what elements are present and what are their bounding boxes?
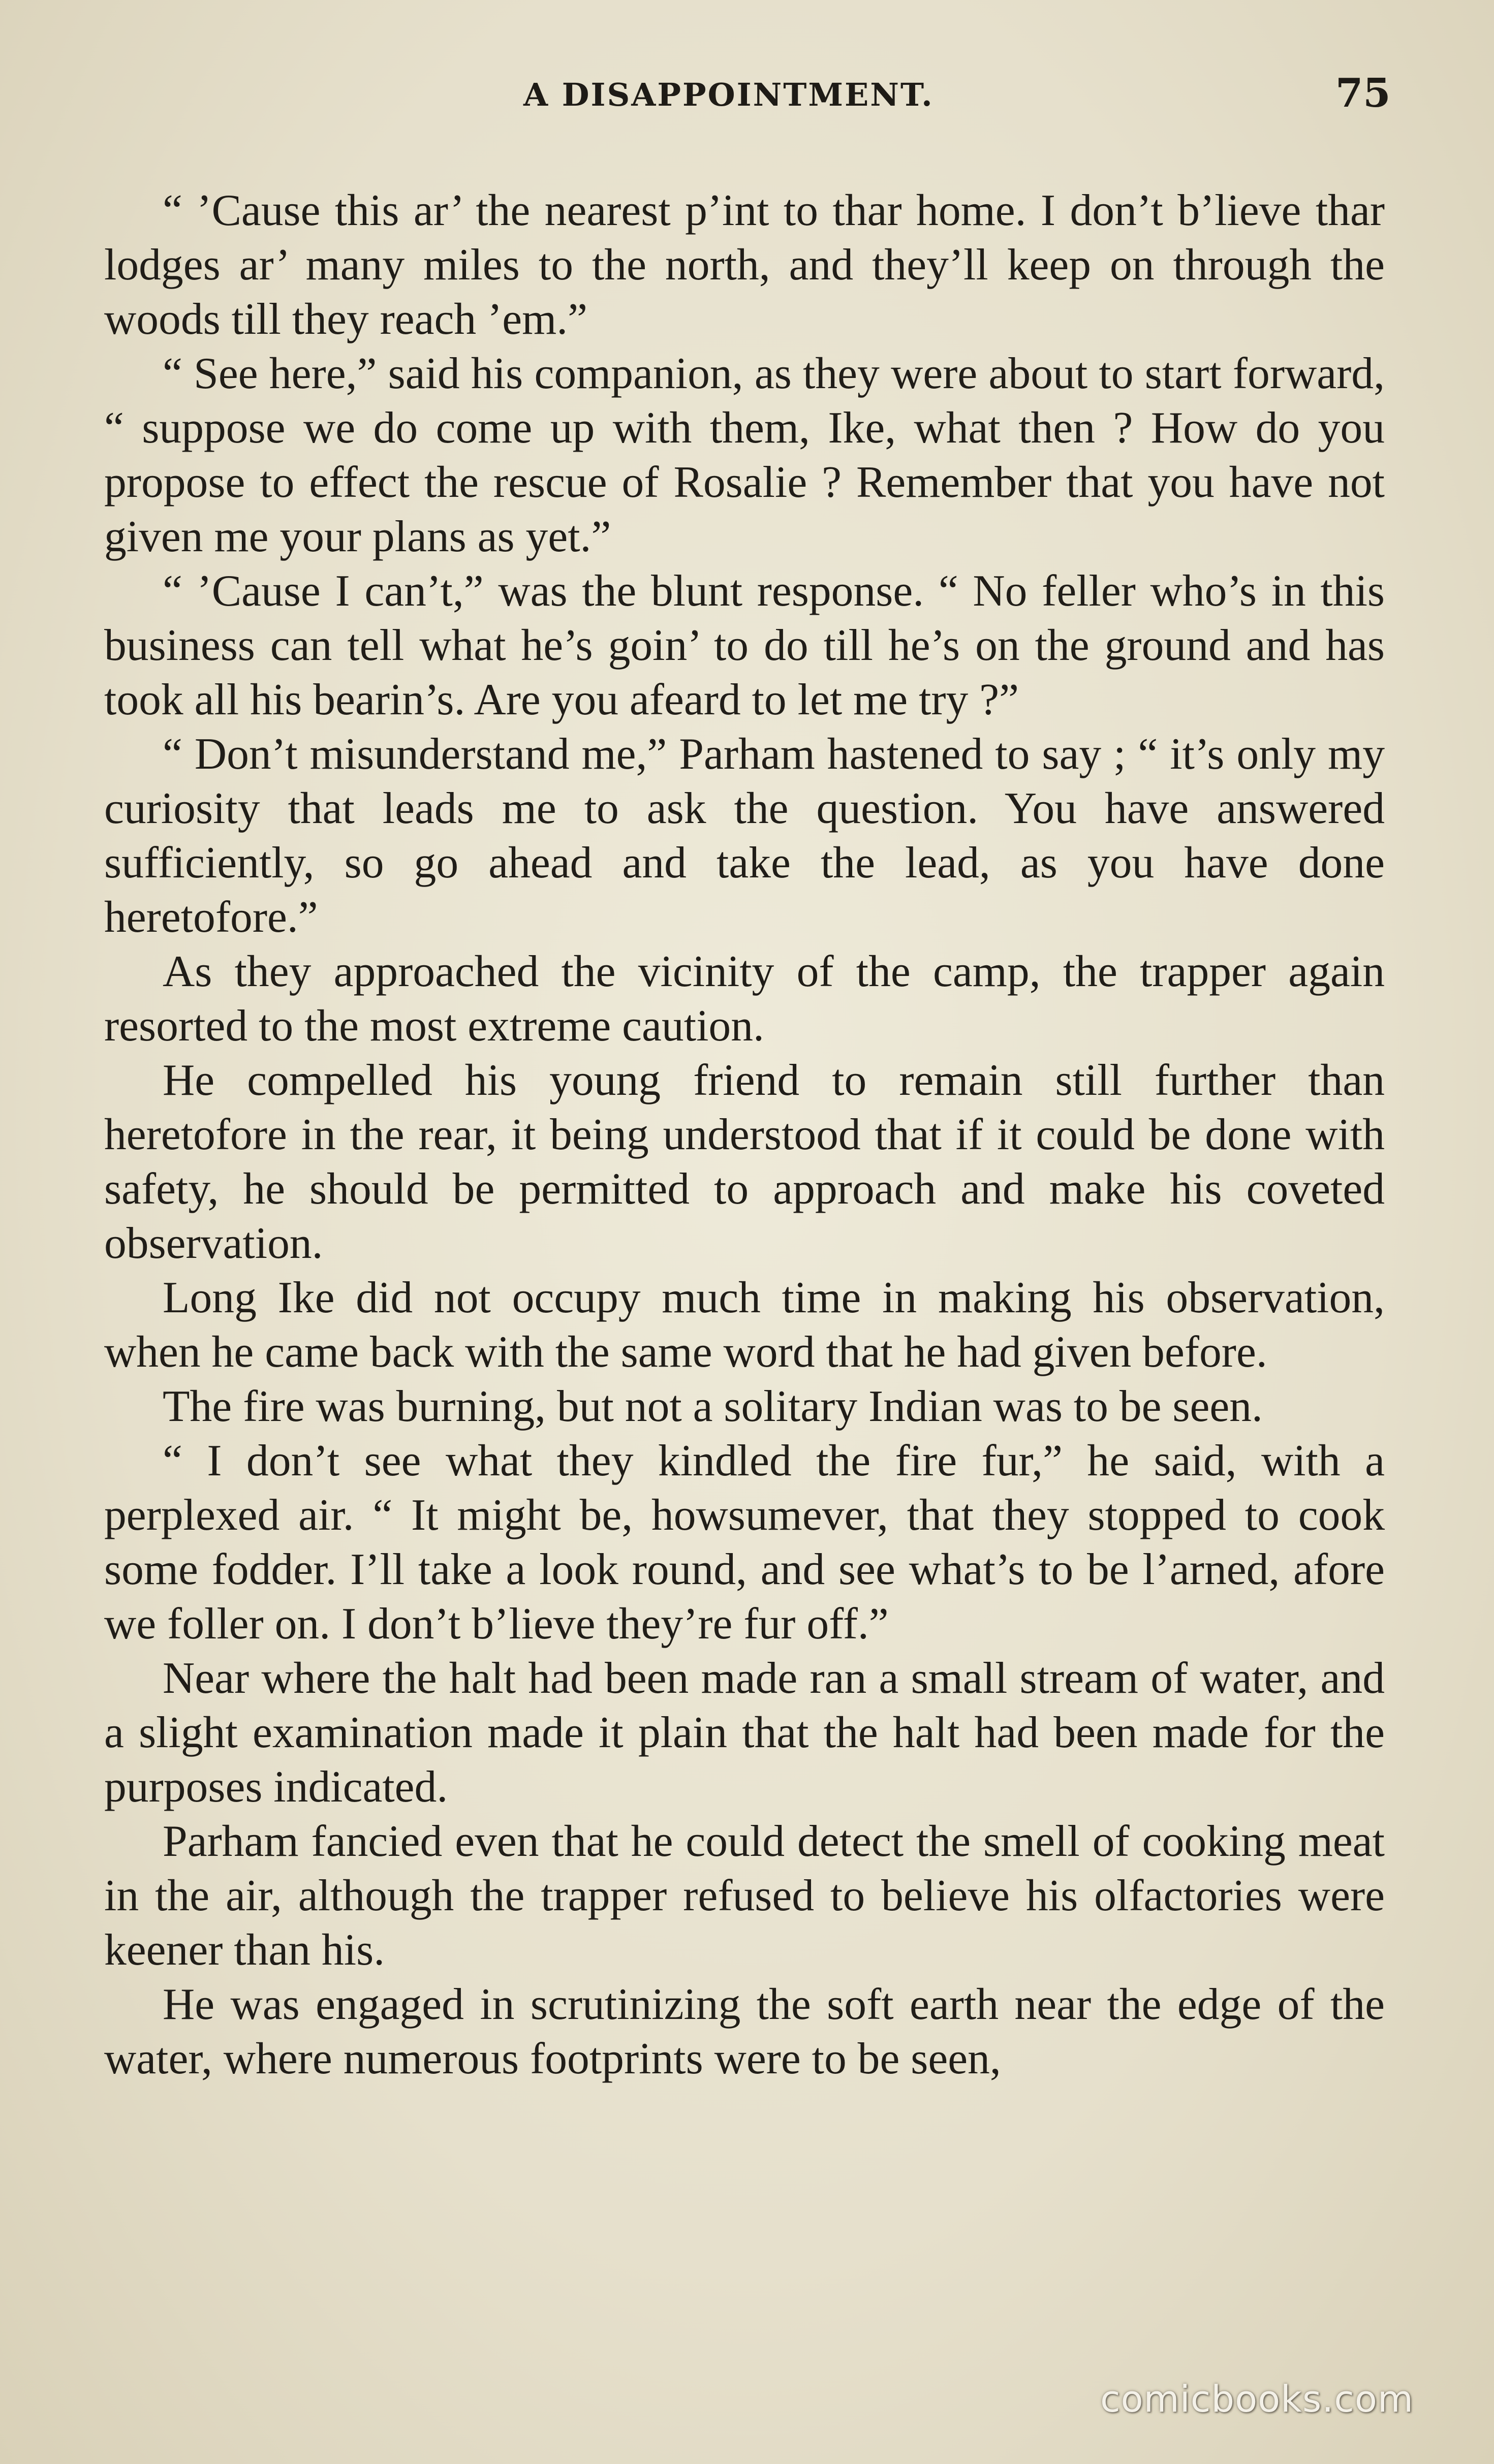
paragraph: He was engaged in scrutinizing the soft earth near the edge of the water, where numerous footprints were to be seen,: [104, 1979, 1385, 2083]
paragraph: Near where the halt had been made ran a small stream of water, and a slight examination made it plain that the halt had been made for the purposes indicated.: [104, 1653, 1385, 1811]
running-head: A DISAPPOINTMENT.: [523, 76, 934, 113]
paragraph: As they approached the vicinity of the camp, the trapper again resorted to the most extreme caution.: [104, 946, 1385, 1050]
body-text: [104, 183, 1385, 2086]
paragraph: “ ’Cause I can’t,” was the blunt response. “ No feller who’s in this business can tell what he’s goin’ to do till he’s on the ground and has took all his bearin’s. Are you afeard to let me try ?”: [104, 566, 1385, 724]
paragraph: “ Don’t misunderstand me,” Parham hastened to say ; “ it’s only my curiosity that leads me to ask the question. You have answered sufficiently, so go ahead and take the lead, as you have done heretofore.”: [104, 729, 1385, 941]
paragraph: He compelled his young friend to remain still further than heretofore in the rear, it being understood that if it could be done with safety, he should be permitted to approach and make his coveted observation.: [104, 1055, 1385, 1268]
paragraph: “ I don’t see what they kindled the fire fur,” he said, with a perplexed air. “ It might be, howsumever, that they stopped to cook some fodder. I’ll take a look round, and see what’s to be l’arned, afore we foller on. I don’t b’lieve they’re fur off.”: [104, 1436, 1385, 1648]
page-number: 75: [1335, 70, 1391, 116]
paragraph: Long Ike did not occupy much time in making his observation, when he came back with the same word that he had given before.: [104, 1273, 1385, 1376]
paragraph: Parham fancied even that he could detect the smell of cooking meat in the air, although the trapper refused to believe his olfactories were keener than his.: [104, 1816, 1385, 1974]
site-watermark: comicbooks.com: [1100, 2378, 1414, 2420]
paragraph: “ ’Cause this ar’ the nearest p’int to thar home. I don’t b’lieve thar lodges ar’ many miles to the north, and they’ll keep on through the woods till they reach ’em.”: [104, 185, 1385, 343]
paragraph: The fire was burning, but not a solitary Indian was to be seen.: [163, 1381, 1263, 1431]
paragraph: “ See here,” said his companion, as they were about to start forward, “ suppose we do come up with them, Ike, what then ? How do you propose to effect the rescue of Rosalie ? Remember that you have not given me your plans as yet.”: [104, 349, 1385, 561]
